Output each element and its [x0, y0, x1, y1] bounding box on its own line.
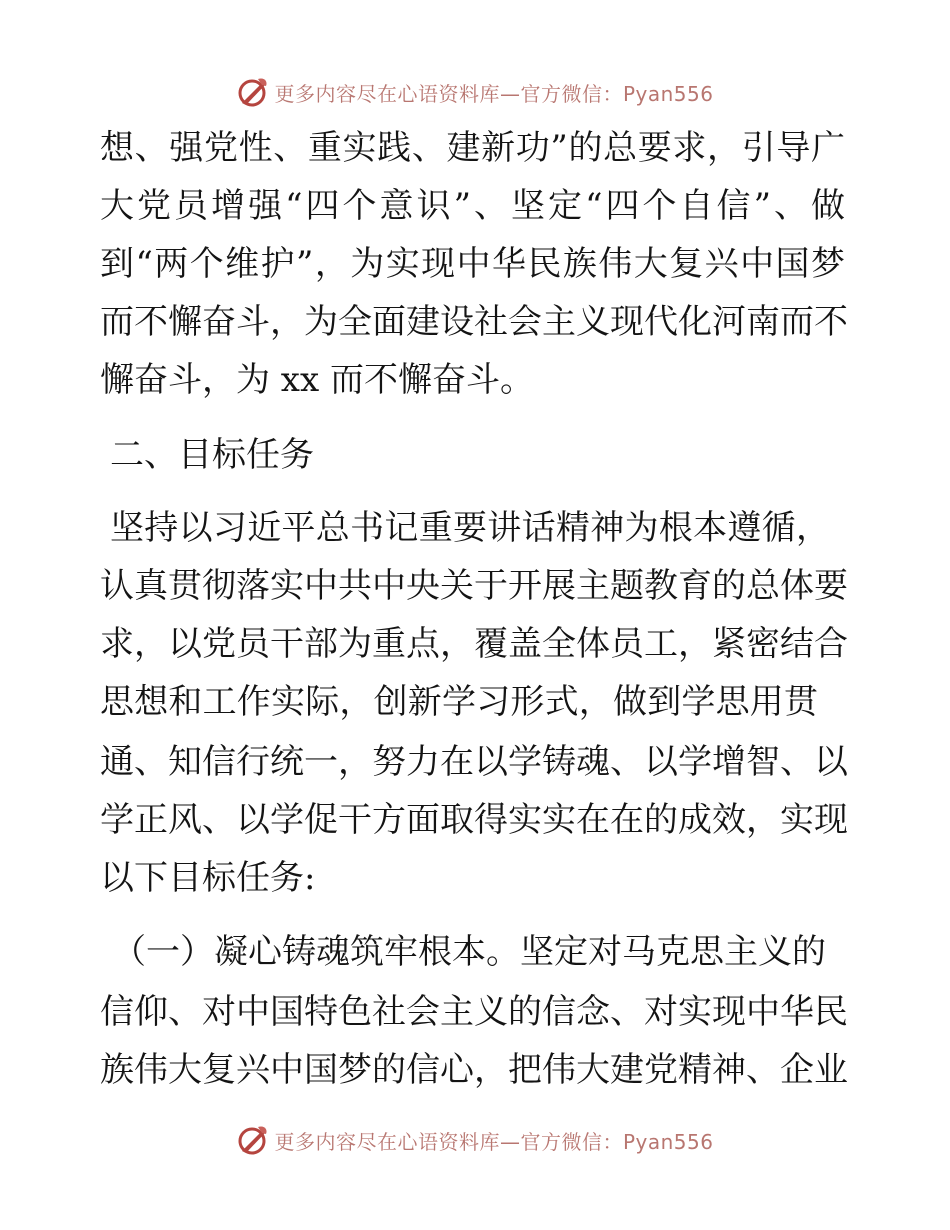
paragraph-line: 以下目标任务: — [100, 858, 316, 898]
paragraph-line: 想、强党性、重实践、建新功”的总要求，引导广 — [100, 128, 845, 168]
paragraph-line: 求，以党员干部为重点，覆盖全体员工，紧密结合 — [100, 624, 848, 664]
quill-pen-logo-icon — [236, 1123, 270, 1157]
paragraph-line: 族伟大复兴中国梦的信心，把伟大建党精神、企业 — [100, 1050, 848, 1090]
paragraph-line: 懈奋斗，为 xx 而不懈奋斗。 — [100, 360, 534, 400]
paragraph-line: 大党员增强“四个意识”、坚定“四个自信”、做 — [100, 186, 845, 226]
watermark-text: 更多内容尽在心语资料库—官方微信：Pyan556 — [274, 81, 714, 106]
paragraph-line: 坚持以习近平总书记重要讲话精神为根本遵循， — [110, 508, 830, 548]
watermark-text: 更多内容尽在心语资料库—官方微信：Pyan556 — [274, 1129, 714, 1154]
paragraph-line: 学正风、以学促干方面取得实实在在的成效，实现 — [100, 800, 848, 840]
paragraph-line: 认真贯彻落实中共中央关于开展主题教育的总体要 — [100, 566, 848, 606]
section-heading: 二、目标任务 — [110, 435, 314, 475]
paragraph-line: 而不懈奋斗，为全面建设社会主义现代化河南而不 — [100, 302, 848, 342]
paragraph-line: 思想和工作实际，创新学习形式，做到学思用贯 — [100, 682, 818, 722]
header-watermark — [0, 72, 950, 112]
paragraph-line: 信仰、对中国特色社会主义的信念、对实现中华民 — [100, 992, 848, 1032]
paragraph-line: （一）凝心铸魂筑牢根本。坚定对马克思主义的 — [112, 932, 826, 972]
paragraph-line: 到“两个维护”，为实现中华民族伟大复兴中国梦 — [100, 244, 845, 284]
quill-pen-logo-icon — [236, 75, 270, 109]
paragraph-line: 通、知信行统一，努力在以学铸魂、以学增智、以 — [100, 742, 848, 782]
footer-watermark — [0, 1120, 950, 1160]
